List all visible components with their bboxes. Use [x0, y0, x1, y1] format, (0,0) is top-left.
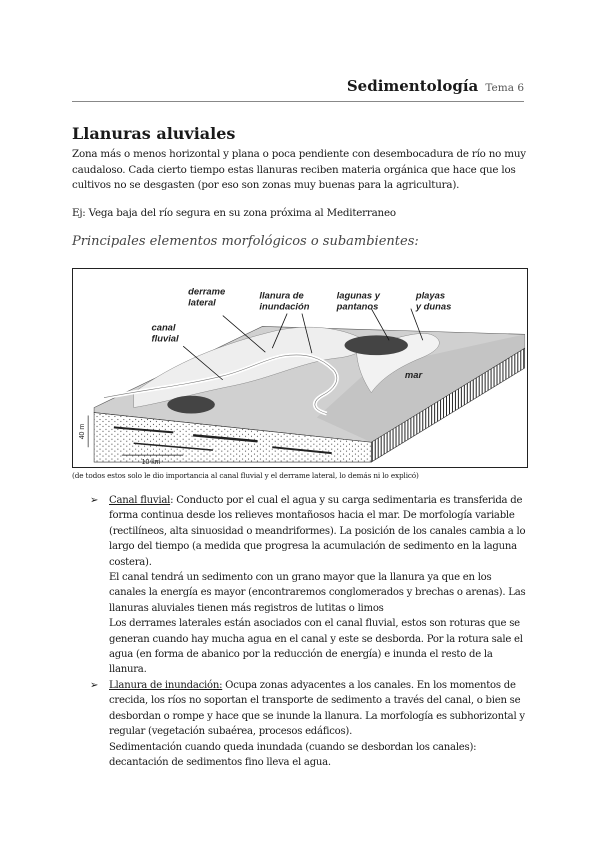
canal-paragraph-3: Los derrames laterales están asociados con el canal fluvial, estos son roturas que se generan cuando hay mucha agua en el canal y este se desborda. Por la rotura sale el agua (en forma de abanico por la reducción de energía) e inunda el resto de la llanura. [109, 618, 523, 676]
header-tema: Tema 6 [485, 82, 524, 94]
label-canal-2: fluvial [151, 332, 179, 344]
canal-paragraph-2: El canal tendrá un sedimento con un grano mayor que la llanura ya que en los canales la energía es mayor (encontraremos conglomerados y brechas o arenas). Las llanuras aluviales tienen más registros de lutitas o limos [109, 572, 526, 614]
term-canal-fluvial: Canal fluvial [109, 495, 171, 506]
section-title: Llanuras aluviales [72, 124, 236, 143]
label-derrame-2: lateral [188, 296, 216, 308]
label-derrame-1: derrame [188, 285, 226, 297]
arrow-bullet-icon: ➢ [90, 495, 99, 506]
header-rule [72, 101, 524, 102]
bullet-list [90, 493, 530, 770]
bullet-llanura-inundacion [90, 678, 530, 770]
label-mar: mar [404, 368, 423, 380]
label-llanura-1: llanura de [259, 289, 304, 301]
header-title: Sedimentología [346, 77, 479, 95]
label-canal-1: canal [151, 321, 176, 333]
canal-text: : Conducto por el cual el agua y su carga sedimentaria es transferida de forma continua desde los relieves montañosos hacia el mar. De morfología variable (rectilíneos, alta sinuosidad o meandriformes). La posición de los canales cambia a lo largo del tiempo (a medida que progresa la acumulación de sedimento en la laguna costera). [109, 495, 526, 568]
example-paragraph: Ej: Vega baja del río segura en su zona próxima al Mediterraneo [72, 207, 396, 219]
term-llanura-inundacion: Llanura de inundación: [109, 679, 223, 691]
llanura-text: Ocupa zonas adyacentes a los canales. En los momentos de crecida, los ríos no soportan el transporte de sedimento a través del canal, o bien se desbordan o rompe y hace que se inunde la llanura. La morfología es subhorizontal y regular (vegetación subaérea, procesos edáficos). [109, 679, 525, 738]
page-header [72, 76, 524, 95]
label-lagunas-2: pantanos [336, 300, 379, 312]
subtitle: Principales elementos morfológicos o subambientes: [72, 234, 419, 249]
diagram-svg [73, 269, 527, 467]
label-llanura-2: inundación [259, 300, 310, 312]
label-scale-horizontal: 10 km [141, 459, 161, 467]
alluvial-plain-diagram [72, 268, 528, 468]
label-playas-1: playas [415, 289, 446, 301]
lagoon-swamp-2 [167, 396, 215, 414]
lagoon-swamp-1 [345, 335, 408, 355]
intro-paragraph: Zona más o menos horizontal y plana o poca pendiente con desembocadura de río no muy caudaloso. Cada cierto tiempo estas llanuras reciben materia orgánica que hace que los cultivos no se desgasten (por eso son zonas muy buenas para la agricultura). [72, 148, 526, 191]
bullet-canal-fluvial [90, 493, 530, 678]
arrow-bullet-icon: ➢ [90, 679, 99, 691]
label-lagunas-1: lagunas y [336, 289, 380, 301]
llanura-paragraph-2: Sedimentación cuando queda inundada (cuando se desbordan los canales): decantación de sedimentos fino lleva el agua. [109, 741, 477, 768]
label-scale-vertical: 40 m [79, 423, 87, 440]
figure-caption: (de todos estos solo le dio importancia al canal fluvial y el derrame lateral, lo demás ni lo explicó) [72, 471, 419, 480]
label-playas-2: y dunas [415, 300, 452, 312]
